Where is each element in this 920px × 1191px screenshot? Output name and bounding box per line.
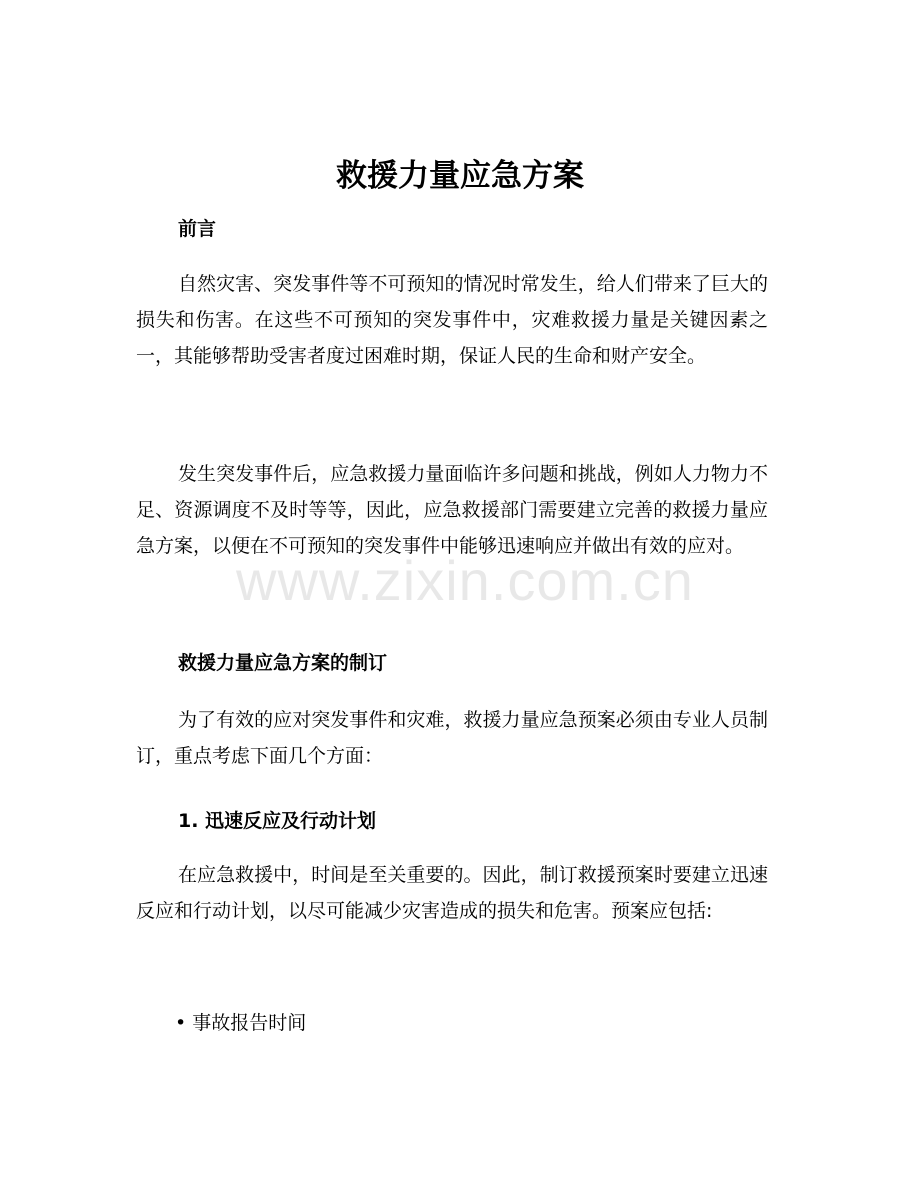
paragraph-preface-2: 发生突发事件后，应急救援力量面临许多问题和挑战，例如人力物力不足、资源调度不及时等等，因此，应急救援部门需要建立完善的救援力量应急方案，以便在不可预知的突发事件中能够迅速响应并做出有效的应对。 [136,463,768,557]
paragraph-formulation: 为了有效的应对突发事件和灾难，救援力量应急预案必须由专业人员制订，重点考虑下面几个方面： [136,709,768,767]
paragraph-rapid-response: 在应急救援中，时间是至关重要的。因此，制订救援预案时要建立迅速反应和行动计划，以尽可能减少灾害造成的损失和危害。预案应包括: [136,864,768,922]
document-title: 救援力量应急方案 [336,158,584,194]
paragraph-preface-1: 自然灾害、突发事件等不可预知的情况时常发生，给人们带来了巨大的损失和伤害。在这些不可预知的突发事件中，灾难救援力量是关键因素之一，其能够帮助受害者度过困难时期，保证人民的生命和财产安全。 [136,273,768,367]
subheading-rapid-response: 1. 迅速反应及行动计划 [178,810,377,832]
section-heading-preface: 前言 [178,218,217,240]
bullet-item-accident-report-time: • 事故报告时间 [175,1012,307,1034]
watermark: www.zixin.com.cn [236,549,694,612]
section-heading-formulation: 救援力量应急方案的制订 [178,652,388,674]
